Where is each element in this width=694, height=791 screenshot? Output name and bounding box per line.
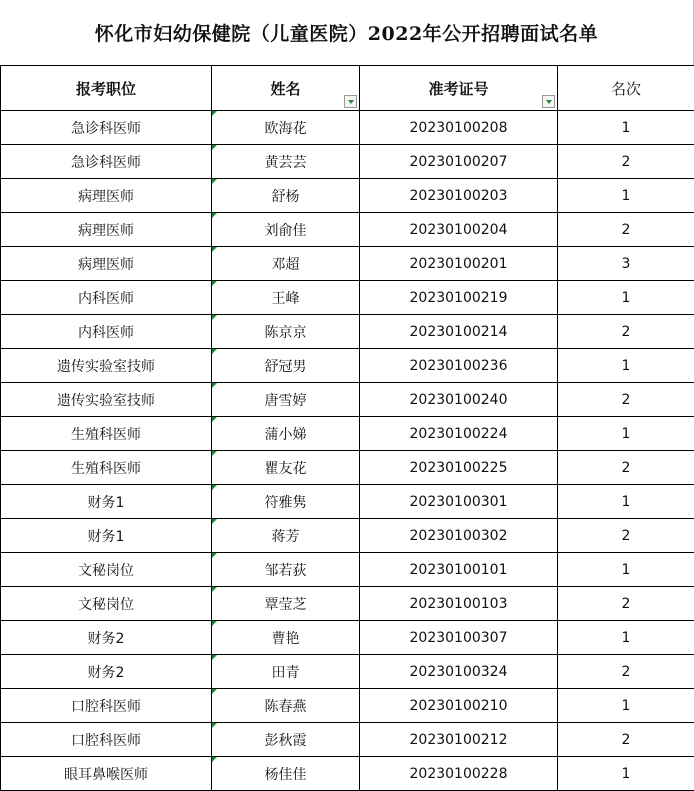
- table-row: [1, 315, 694, 349]
- table-row: [1, 757, 694, 791]
- table-row: [1, 655, 694, 689]
- cell-exam-number[interactable]: 20230100208: [360, 111, 558, 145]
- dropdown-arrow-icon: [348, 100, 354, 104]
- cell-position[interactable]: 遗传实验室技师: [1, 349, 212, 383]
- cell-rank[interactable]: 1: [558, 417, 694, 451]
- table-row: [1, 689, 694, 723]
- filter-dropdown-button[interactable]: [344, 95, 357, 108]
- header-rank[interactable]: 名次: [558, 66, 694, 111]
- cell-exam-number[interactable]: 20230100201: [360, 247, 558, 281]
- cell-rank[interactable]: 1: [558, 689, 694, 723]
- text-format-indicator-icon: [212, 383, 217, 388]
- cell-name[interactable]: 陈京京: [212, 315, 360, 349]
- cell-rank[interactable]: 2: [558, 587, 694, 621]
- text-format-indicator-icon: [212, 315, 217, 320]
- cell-rank[interactable]: 1: [558, 111, 694, 145]
- text-format-indicator-icon: [212, 519, 217, 524]
- text-format-indicator-icon: [212, 417, 217, 422]
- cell-rank[interactable]: 1: [558, 281, 694, 315]
- cell-name[interactable]: 陈春燕: [212, 689, 360, 723]
- cell-position[interactable]: 文秘岗位: [1, 553, 212, 587]
- cell-rank[interactable]: 1: [558, 485, 694, 519]
- table-row: [1, 485, 694, 519]
- cell-name[interactable]: 刘俞佳: [212, 213, 360, 247]
- cell-name[interactable]: 曹艳: [212, 621, 360, 655]
- cell-name[interactable]: 覃莹芝: [212, 587, 360, 621]
- text-format-indicator-icon: [212, 213, 217, 218]
- cell-rank[interactable]: 2: [558, 383, 694, 417]
- cell-position[interactable]: 财务2: [1, 655, 212, 689]
- table-row: [1, 349, 694, 383]
- table-row: [1, 145, 694, 179]
- header-name[interactable]: 姓名: [212, 66, 360, 111]
- cell-exam-number[interactable]: 20230100236: [360, 349, 558, 383]
- table-row: [1, 281, 694, 315]
- header-row: [1, 66, 694, 111]
- table-row: [1, 213, 694, 247]
- cell-exam-number[interactable]: 20230100203: [360, 179, 558, 213]
- sheet-title[interactable]: 怀化市妇幼保健院（儿童医院）2022年公开招聘面试名单: [0, 0, 694, 65]
- table-row: [1, 587, 694, 621]
- cell-rank[interactable]: 2: [558, 145, 694, 179]
- cell-exam-number[interactable]: 20230100225: [360, 451, 558, 485]
- cell-position[interactable]: 眼耳鼻喉医师: [1, 757, 212, 791]
- cell-exam-number[interactable]: 20230100101: [360, 553, 558, 587]
- text-format-indicator-icon: [212, 723, 217, 728]
- cell-position[interactable]: 内科医师: [1, 315, 212, 349]
- cell-exam-number[interactable]: 20230100207: [360, 145, 558, 179]
- cell-rank[interactable]: 1: [558, 179, 694, 213]
- cell-name[interactable]: 符雅隽: [212, 485, 360, 519]
- text-format-indicator-icon: [212, 281, 217, 286]
- text-format-indicator-icon: [212, 621, 217, 626]
- cell-rank[interactable]: 2: [558, 315, 694, 349]
- table-row: [1, 383, 694, 417]
- text-format-indicator-icon: [212, 689, 217, 694]
- table-row: [1, 111, 694, 145]
- cell-name[interactable]: 欧海花: [212, 111, 360, 145]
- cell-position[interactable]: 口腔科医师: [1, 689, 212, 723]
- cell-exam-number[interactable]: 20230100224: [360, 417, 558, 451]
- table-row: [1, 553, 694, 587]
- cell-rank[interactable]: 2: [558, 723, 694, 757]
- cell-exam-number[interactable]: 20230100204: [360, 213, 558, 247]
- cell-position[interactable]: 财务1: [1, 519, 212, 553]
- cell-exam-number[interactable]: 20230100301: [360, 485, 558, 519]
- cell-rank[interactable]: 2: [558, 213, 694, 247]
- cell-rank[interactable]: 2: [558, 451, 694, 485]
- text-format-indicator-icon: [212, 757, 217, 762]
- cell-name[interactable]: 田青: [212, 655, 360, 689]
- cell-name[interactable]: 蒋芳: [212, 519, 360, 553]
- cell-name[interactable]: 王峰: [212, 281, 360, 315]
- cell-exam-number[interactable]: 20230100324: [360, 655, 558, 689]
- cell-exam-number[interactable]: 20230100212: [360, 723, 558, 757]
- cell-name[interactable]: 杨佳佳: [212, 757, 360, 791]
- cell-position[interactable]: 口腔科医师: [1, 723, 212, 757]
- text-format-indicator-icon: [212, 145, 217, 150]
- table-row: [1, 519, 694, 553]
- cell-position[interactable]: 急诊科医师: [1, 145, 212, 179]
- text-format-indicator-icon: [212, 553, 217, 558]
- text-format-indicator-icon: [212, 655, 217, 660]
- cell-rank[interactable]: 3: [558, 247, 694, 281]
- cell-exam-number[interactable]: 20230100228: [360, 757, 558, 791]
- cell-name[interactable]: 黄芸芸: [212, 145, 360, 179]
- cell-name[interactable]: 舒冠男: [212, 349, 360, 383]
- text-format-indicator-icon: [212, 587, 217, 592]
- text-format-indicator-icon: [212, 485, 217, 490]
- table-row: [1, 451, 694, 485]
- cell-exam-number[interactable]: 20230100307: [360, 621, 558, 655]
- cell-position[interactable]: 文秘岗位: [1, 587, 212, 621]
- text-format-indicator-icon: [212, 111, 217, 116]
- text-format-indicator-icon: [212, 451, 217, 456]
- cell-rank[interactable]: 1: [558, 757, 694, 791]
- cell-position[interactable]: 病理医师: [1, 247, 212, 281]
- cell-rank[interactable]: 1: [558, 349, 694, 383]
- cell-name[interactable]: 唐雪婷: [212, 383, 360, 417]
- table-row: [1, 179, 694, 213]
- cell-position[interactable]: 病理医师: [1, 213, 212, 247]
- cell-name[interactable]: 瞿友花: [212, 451, 360, 485]
- dropdown-arrow-icon: [546, 100, 552, 104]
- table-row: [1, 621, 694, 655]
- cell-position[interactable]: 财务1: [1, 485, 212, 519]
- table-row: [1, 723, 694, 757]
- cell-name[interactable]: 邹若荻: [212, 553, 360, 587]
- header-position[interactable]: 报考职位: [1, 66, 212, 111]
- text-format-indicator-icon: [212, 247, 217, 252]
- cell-rank[interactable]: 2: [558, 519, 694, 553]
- cell-position[interactable]: 生殖科医师: [1, 417, 212, 451]
- cell-name[interactable]: 邓超: [212, 247, 360, 281]
- cell-name[interactable]: 舒杨: [212, 179, 360, 213]
- cell-name[interactable]: 蒲小娣: [212, 417, 360, 451]
- cell-position[interactable]: 生殖科医师: [1, 451, 212, 485]
- header-exam-number[interactable]: 准考证号: [360, 66, 558, 111]
- text-format-indicator-icon: [212, 349, 217, 354]
- table-row: [1, 417, 694, 451]
- cell-position[interactable]: 财务2: [1, 621, 212, 655]
- cell-exam-number[interactable]: 20230100219: [360, 281, 558, 315]
- interview-list-table: [0, 65, 694, 791]
- cell-exam-number[interactable]: 20230100214: [360, 315, 558, 349]
- cell-exam-number[interactable]: 20230100210: [360, 689, 558, 723]
- cell-exam-number[interactable]: 20230100103: [360, 587, 558, 621]
- cell-rank[interactable]: 1: [558, 553, 694, 587]
- table-body: [1, 111, 694, 791]
- cell-rank[interactable]: 1: [558, 621, 694, 655]
- cell-exam-number[interactable]: 20230100302: [360, 519, 558, 553]
- cell-position[interactable]: 遗传实验室技师: [1, 383, 212, 417]
- cell-position[interactable]: 内科医师: [1, 281, 212, 315]
- cell-position[interactable]: 急诊科医师: [1, 111, 212, 145]
- table-row: [1, 247, 694, 281]
- cell-name[interactable]: 彭秋霞: [212, 723, 360, 757]
- cell-rank[interactable]: 2: [558, 655, 694, 689]
- cell-position[interactable]: 病理医师: [1, 179, 212, 213]
- filter-dropdown-button[interactable]: [542, 95, 555, 108]
- cell-exam-number[interactable]: 20230100240: [360, 383, 558, 417]
- text-format-indicator-icon: [212, 179, 217, 184]
